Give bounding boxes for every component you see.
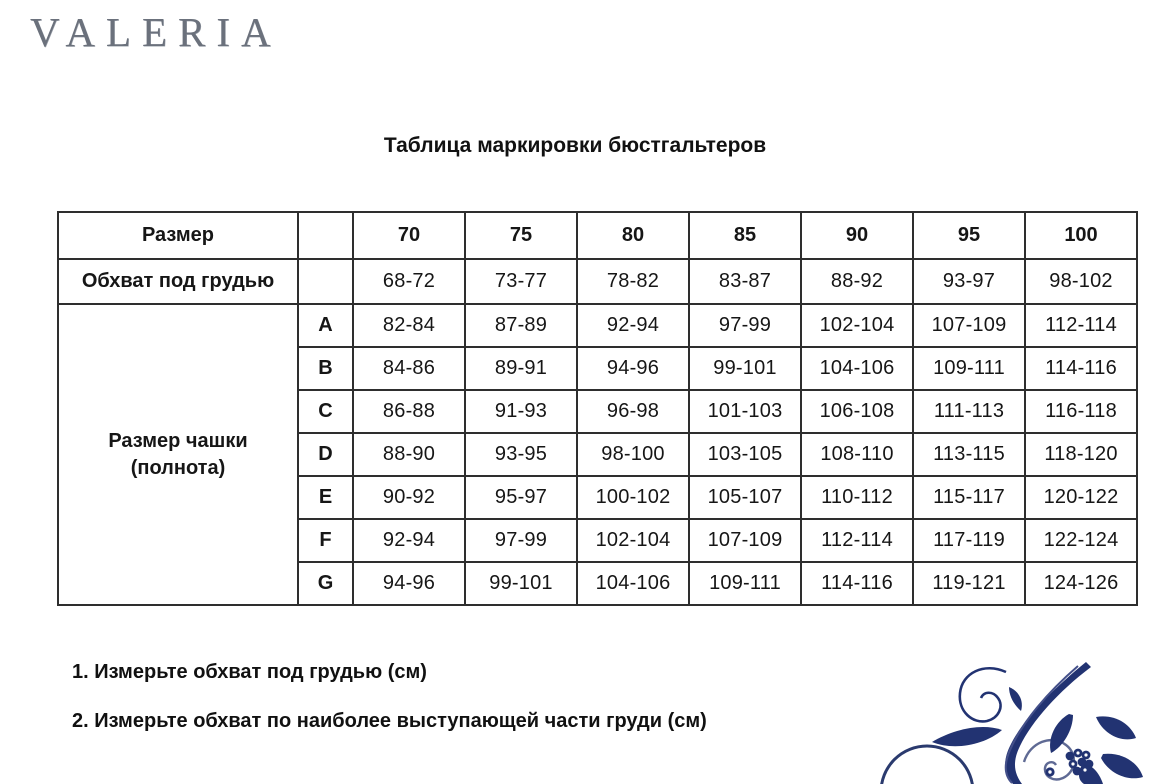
floral-ornament xyxy=(872,660,1173,784)
cup-value-cell: 114-116 xyxy=(801,562,913,605)
cup-value-cell: 113-115 xyxy=(913,433,1025,476)
flower-petal-right-lower xyxy=(1101,754,1143,779)
cup-value-cell: 109-111 xyxy=(689,562,801,605)
cup-value-cell: 87-89 xyxy=(465,304,577,347)
underbust-value-cell: 93-97 xyxy=(913,259,1025,304)
cup-value-cell: 102-104 xyxy=(577,519,689,562)
cup-section-label xyxy=(58,304,298,605)
cup-value-cell: 86-88 xyxy=(353,390,465,433)
cup-value-cell: 102-104 xyxy=(801,304,913,347)
cup-value-cell: 116-118 xyxy=(1025,390,1137,433)
cup-value-cell: 82-84 xyxy=(353,304,465,347)
cup-value-cell: 94-96 xyxy=(353,562,465,605)
cup-value-cell: 98-100 xyxy=(577,433,689,476)
cup-value-cell: 110-112 xyxy=(801,476,913,519)
size-row xyxy=(58,212,1137,259)
cup-value-cell: 109-111 xyxy=(913,347,1025,390)
cup-value-cell: 89-91 xyxy=(465,347,577,390)
cup-value-cell: 99-101 xyxy=(689,347,801,390)
size-row-label: Размер xyxy=(58,212,298,259)
cup-value-cell: 90-92 xyxy=(353,476,465,519)
cup-value-cell: 105-107 xyxy=(689,476,801,519)
instruction-line: 1. Измерьте обхват под грудью (см) xyxy=(72,661,427,683)
underbust-row-label: Обхват под грудью xyxy=(58,259,298,304)
cup-value-cell: 117-119 xyxy=(913,519,1025,562)
cup-value-cell: 114-116 xyxy=(1025,347,1137,390)
cup-value-cell: 95-97 xyxy=(465,476,577,519)
cup-value-cell: 92-94 xyxy=(577,304,689,347)
cup-value-cell: 103-105 xyxy=(689,433,801,476)
size-header-cell: 95 xyxy=(913,212,1025,259)
cup-value-cell: 115-117 xyxy=(913,476,1025,519)
cup-letter-cell: E xyxy=(298,476,353,519)
brand-logo: VALERIA xyxy=(30,9,282,55)
size-header-cell: 70 xyxy=(353,212,465,259)
cup-value-cell: 106-108 xyxy=(801,390,913,433)
size-header-cell: 80 xyxy=(577,212,689,259)
cup-value-cell: 119-121 xyxy=(913,562,1025,605)
cup-value-cell: 104-106 xyxy=(801,347,913,390)
cup-letter-cell: A xyxy=(298,304,353,347)
cup-value-cell: 104-106 xyxy=(577,562,689,605)
cup-value-cell: 93-95 xyxy=(465,433,577,476)
cup-value-cell: 101-103 xyxy=(689,390,801,433)
underbust-row-empty-cell xyxy=(298,259,353,304)
instructions-list xyxy=(72,661,707,759)
ornament-leaf-left xyxy=(932,727,1002,746)
cup-value-cell: 99-101 xyxy=(465,562,577,605)
cup-letter-cell: F xyxy=(298,519,353,562)
cup-value-cell: 112-114 xyxy=(1025,304,1137,347)
underbust-value-cell: 73-77 xyxy=(465,259,577,304)
cup-section-label-line2: (полнота) xyxy=(130,456,226,479)
underbust-value-cell: 68-72 xyxy=(353,259,465,304)
underbust-row xyxy=(58,259,1137,304)
cup-value-cell: 122-124 xyxy=(1025,519,1137,562)
cup-value-cell: 120-122 xyxy=(1025,476,1137,519)
size-chart-table xyxy=(57,211,1138,606)
underbust-value-cell: 98-102 xyxy=(1025,259,1137,304)
cup-value-cell: 91-93 xyxy=(465,390,577,433)
cup-value-cell: 112-114 xyxy=(801,519,913,562)
cup-value-cell: 107-109 xyxy=(689,519,801,562)
cup-value-cell: 88-90 xyxy=(353,433,465,476)
cup-value-cell: 97-99 xyxy=(689,304,801,347)
instruction-line: 2. Измерьте обхват по наиболее выступающей части груди (см) xyxy=(72,710,707,732)
size-row-empty-cell xyxy=(298,212,353,259)
size-header-cell: 75 xyxy=(465,212,577,259)
cup-letter-cell: G xyxy=(298,562,353,605)
ornament-circle xyxy=(881,746,973,784)
size-header-cell: 85 xyxy=(689,212,801,259)
ornament-curl xyxy=(960,668,1006,721)
underbust-value-cell: 83-87 xyxy=(689,259,801,304)
cup-value-cell: 94-96 xyxy=(577,347,689,390)
cup-value-cell: 118-120 xyxy=(1025,433,1137,476)
cup-value-cell: 111-113 xyxy=(913,390,1025,433)
cup-value-cell: 124-126 xyxy=(1025,562,1137,605)
cup-value-cell: 107-109 xyxy=(913,304,1025,347)
flower-petal-top-right xyxy=(1096,716,1136,739)
cup-letter-cell: D xyxy=(298,433,353,476)
cup-value-cell: 97-99 xyxy=(465,519,577,562)
size-header-cell: 100 xyxy=(1025,212,1137,259)
flower-dot-highlight xyxy=(1048,770,1051,773)
ornament-leaf-small xyxy=(1009,687,1022,711)
page-title: Таблица маркировки бюстгальтеров xyxy=(383,134,767,157)
cup-letter-cell: B xyxy=(298,347,353,390)
cup-section-label-line1: Размер чашки xyxy=(108,429,248,452)
cup-value-cell: 108-110 xyxy=(801,433,913,476)
cup-value-cell: 84-86 xyxy=(353,347,465,390)
size-header-cell: 90 xyxy=(801,212,913,259)
cup-row xyxy=(58,304,1137,347)
underbust-value-cell: 78-82 xyxy=(577,259,689,304)
cup-letter-cell: C xyxy=(298,390,353,433)
cup-value-cell: 100-102 xyxy=(577,476,689,519)
ornament-stem xyxy=(1005,662,1091,784)
cup-value-cell: 92-94 xyxy=(353,519,465,562)
underbust-value-cell: 88-92 xyxy=(801,259,913,304)
cup-value-cell: 96-98 xyxy=(577,390,689,433)
